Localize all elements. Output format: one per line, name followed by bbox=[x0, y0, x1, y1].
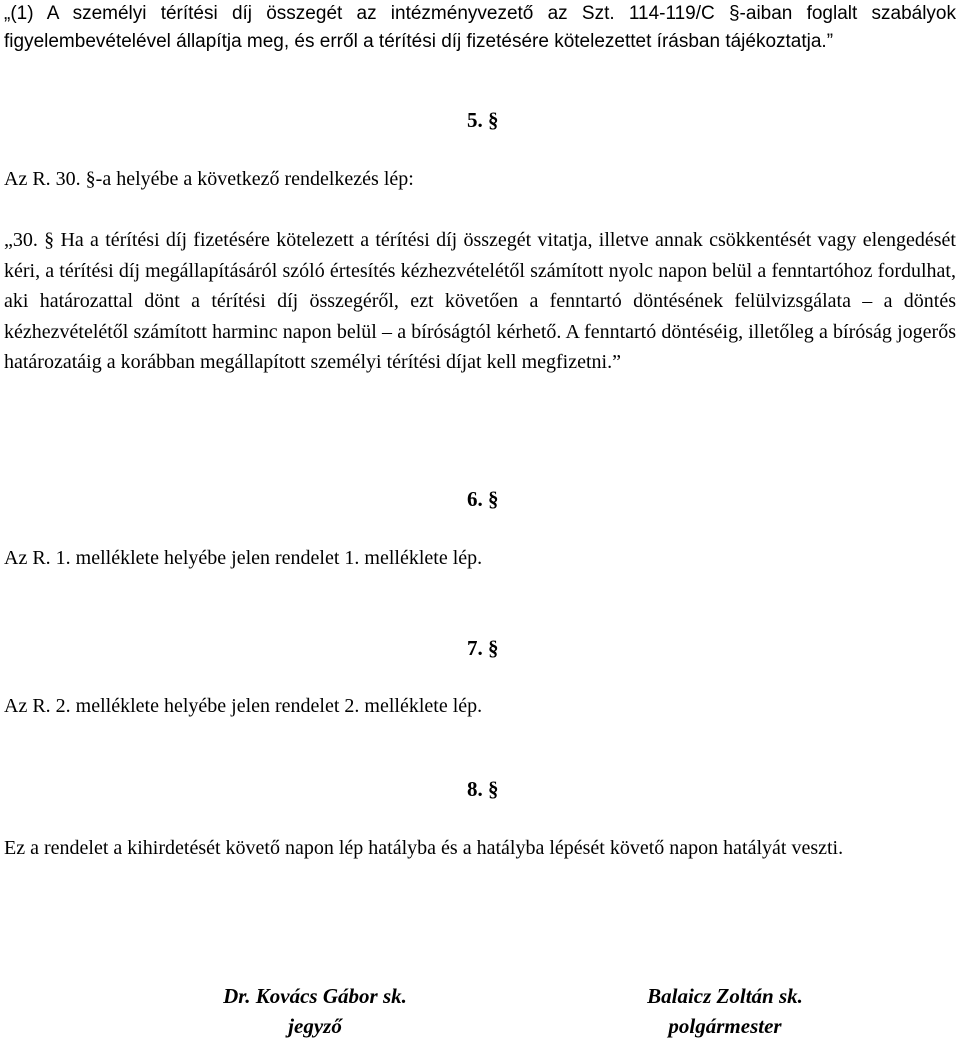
section-5-intro: Az R. 30. §-a helyébe a következő rendelkezés lép: bbox=[4, 168, 414, 190]
section-7-text: Az R. 2. melléklete helyébe jelen rendelet 2. melléklete lép. bbox=[4, 695, 483, 717]
section-5-text: „30. § Ha a térítési díj fizetésére kötelezett a térítési díj összegét vitatja, illetve annak csökkentését vagy elengedését kéri, a térítési díj megállapításáról szóló értesítés kézhezvételétől számított nyolc napon belül a fenntartóhoz fordulhat, aki határozattal dönt a térítési díj összegéről, ezt követően a fenntartó döntésének felülvizsgálata – a döntés kézhezvételétől számított harminc napon belül – a bíróságtól kérhető. A fenntartó döntéséig, illetőleg a bíróság jogerős határozatáig a korábban megállapított személyi térítési díjat kell megfizetni.” bbox=[4, 229, 956, 373]
signature-mayor-name: Balaicz Zoltán sk. bbox=[647, 984, 803, 1008]
section-8-heading: 8. § bbox=[467, 777, 499, 801]
section-8-text: Ez a rendelet a kihirdetését követő napon lép hatályba és a hatályba lépését követő napon hatályát veszti. bbox=[4, 837, 844, 859]
section-6-heading: 6. § bbox=[467, 487, 499, 511]
signature-mayor bbox=[595, 981, 855, 1041]
signature-notary-name: Dr. Kovács Gábor sk. bbox=[223, 984, 407, 1008]
paragraph-1: „(1) A személyi térítési díj összegét az intézményvezető az Szt. 114-119/C §-aiban foglalt szabályok figyelembevételével állapítja meg, és erről a térítési díj fizetésére kötelezettet írásban tájékoztatja.” bbox=[4, 3, 956, 52]
signature-mayor-title: polgármester bbox=[668, 1014, 782, 1038]
signature-notary bbox=[185, 981, 445, 1041]
section-7-heading: 7. § bbox=[467, 636, 499, 660]
signature-notary-title: jegyző bbox=[288, 1014, 342, 1038]
section-6-text: Az R. 1. melléklete helyébe jelen rendelet 1. melléklete lép. bbox=[4, 547, 483, 569]
section-5-heading: 5. § bbox=[467, 108, 499, 132]
